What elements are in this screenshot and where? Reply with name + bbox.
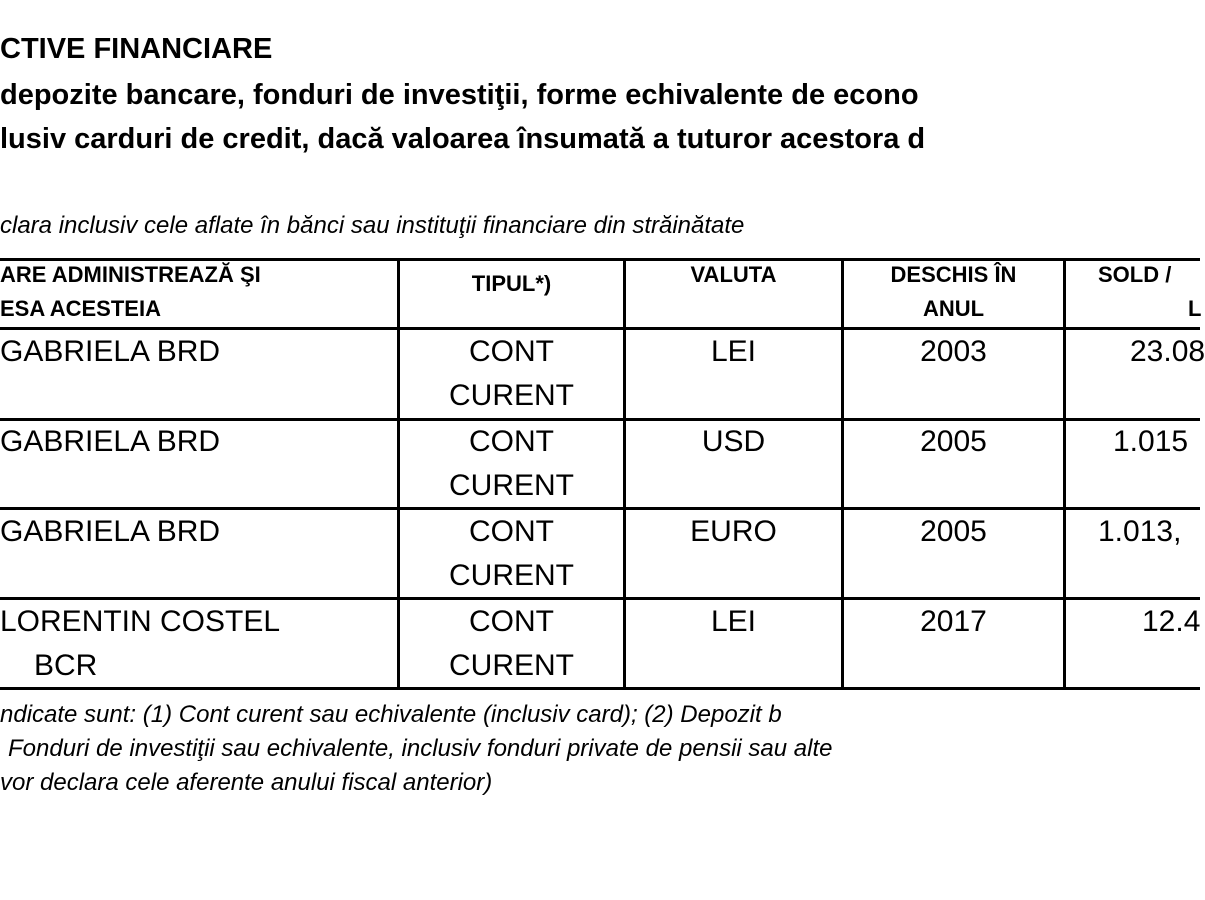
section-title: CTIVE FINANCIARE: [0, 33, 273, 65]
type-cell-line-1: CONT: [469, 335, 554, 368]
balance-cell: 1.015: [1113, 425, 1189, 458]
section-subtitle-line-2: lusiv carduri de credit, dacă valoarea însumată a tuturor acestora d: [0, 123, 926, 155]
header-sold-line-2: L: [1188, 296, 1202, 321]
footnote-line-3: vor declara cele aferente anului fiscal anterior): [0, 769, 493, 796]
balance-cell: 12.4: [1142, 605, 1201, 638]
declaration-note: clara inclusiv cele aflate în bănci sau instituţii financiare din străinătate: [0, 212, 745, 239]
year-cell: 2003: [920, 335, 987, 368]
header-admin-line-2: ESA ACESTEIA: [0, 296, 161, 321]
balance-cell: 23.08: [1130, 335, 1205, 368]
currency-cell: EURO: [690, 515, 777, 548]
type-cell-line-2: CURENT: [449, 379, 574, 412]
header-deschis-line-2: ANUL: [922, 296, 985, 321]
table-border-top: [0, 258, 1200, 261]
type-cell-line-2: CURENT: [449, 559, 574, 592]
header-deschis-line-1: DESCHIS ÎN: [890, 262, 1017, 287]
type-cell-line-1: CONT: [469, 515, 554, 548]
footnote-line-2: Fonduri de investiţii sau echivalente, inclusiv fonduri private de pensii sau alte: [8, 735, 833, 762]
admin-cell: GABRIELA BRD: [0, 335, 221, 368]
year-cell: 2017: [920, 605, 987, 638]
type-cell-line-1: CONT: [469, 425, 554, 458]
header-sold-line-1: SOLD /: [1098, 262, 1172, 287]
admin-cell: GABRIELA BRD: [0, 425, 221, 458]
column-divider: [1063, 258, 1066, 690]
balance-cell: 1.013,: [1098, 515, 1182, 548]
currency-cell: USD: [701, 425, 766, 458]
type-cell-line-1: CONT: [469, 605, 554, 638]
header-tipul: TIPUL*): [471, 271, 552, 296]
type-cell-line-2: CURENT: [449, 649, 574, 682]
header-valuta: VALUTA: [690, 262, 777, 287]
admin-cell-line-2: BCR: [34, 649, 98, 682]
admin-cell: GABRIELA BRD: [0, 515, 221, 548]
currency-cell: LEI: [710, 335, 757, 368]
header-admin-line-1: ARE ADMINISTREAZĂ ŞI: [0, 262, 261, 287]
footnote-line-1: ndicate sunt: (1) Cont curent sau echivalente (inclusiv card); (2) Depozit b: [0, 701, 782, 728]
section-subtitle-line-1: depozite bancare, fonduri de investiţii, forme echivalente de econo: [0, 79, 919, 111]
type-cell-line-2: CURENT: [449, 469, 574, 502]
year-cell: 2005: [920, 425, 987, 458]
currency-cell: LEI: [710, 605, 757, 638]
year-cell: 2005: [920, 515, 987, 548]
admin-cell-line-1: LORENTIN COSTEL: [0, 605, 281, 638]
